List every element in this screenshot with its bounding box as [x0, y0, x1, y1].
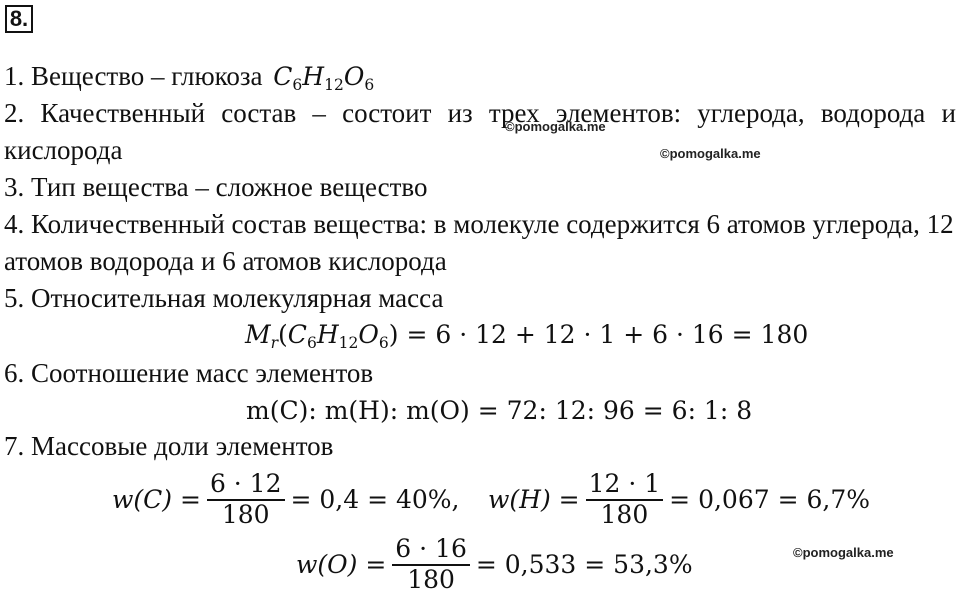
- line-3: 3. Тип вещества – сложное вещество: [4, 172, 428, 202]
- line-2-word: из: [447, 98, 473, 128]
- line-2-word: и: [941, 98, 956, 128]
- task-number: 8.: [5, 5, 33, 33]
- line-2-word: трех: [488, 98, 540, 128]
- molar-mass-equation: $M_r(C_6H_{12}O_6) = 6 \cdot 12 + 12 \cdot 1 + 6 \cdot 16 = 180$: [245, 320, 809, 352]
- fraction: $\frac{6 \cdot 16}{180}$: [392, 535, 470, 595]
- mass-fraction-carbon: w(C) = $\frac{6 \cdot 12}{180}$ = 0,4 = 40%,: [112, 469, 460, 529]
- line-2b: кислорода: [4, 135, 123, 165]
- mass-fraction-hydrogen: w(H) = $\frac{12 \cdot 1}{180}$ = 0,067 = 6,7%: [488, 469, 870, 529]
- line-5: 5. Относительная молекулярная масса: [4, 283, 444, 313]
- line-2-word: углерода,: [697, 98, 805, 128]
- line-7: 7. Массовые доли элементов: [4, 431, 334, 461]
- watermark: ©pomogalka.me: [793, 545, 894, 560]
- line-4b: атомов водорода и 6 атомов кислорода: [4, 246, 447, 276]
- line-4a: 4. Количественный состав вещества: в молекуле содержится 6 атомов углерода, 12: [4, 209, 954, 239]
- line-1-text: 1. Вещество – глюкоза: [4, 61, 263, 91]
- line-6: 6. Соотношение масс элементов: [4, 358, 374, 388]
- line-2-word: состав: [221, 98, 297, 128]
- line-2-word: Качественный: [40, 98, 206, 128]
- fraction: $\frac{12 \cdot 1}{180}$: [586, 470, 664, 530]
- line-2: [4, 100, 956, 127]
- line-1: [4, 61, 375, 94]
- line-2-word: –: [312, 98, 326, 128]
- watermark: ©pomogalka.me: [505, 119, 606, 134]
- line-2-word: элементов:: [555, 98, 682, 128]
- line-2-word: состоит: [342, 98, 432, 128]
- glucose-formula: $C_6H_{12}O_6$: [273, 62, 375, 94]
- fraction: $\frac{6 \cdot 12}{180}$: [207, 470, 285, 530]
- watermark: ©pomogalka.me: [660, 146, 761, 161]
- mass-fraction-oxygen: w(O) = $\frac{6 \cdot 16}{180}$ = 0,533 = 53,3%: [296, 534, 693, 594]
- mass-ratio-equation: m(C): m(H): m(O) = 72: 12: 96 = 6: 1: 8: [246, 396, 753, 425]
- line-2-word: водорода: [820, 98, 926, 128]
- line-2-word: 2.: [4, 98, 25, 128]
